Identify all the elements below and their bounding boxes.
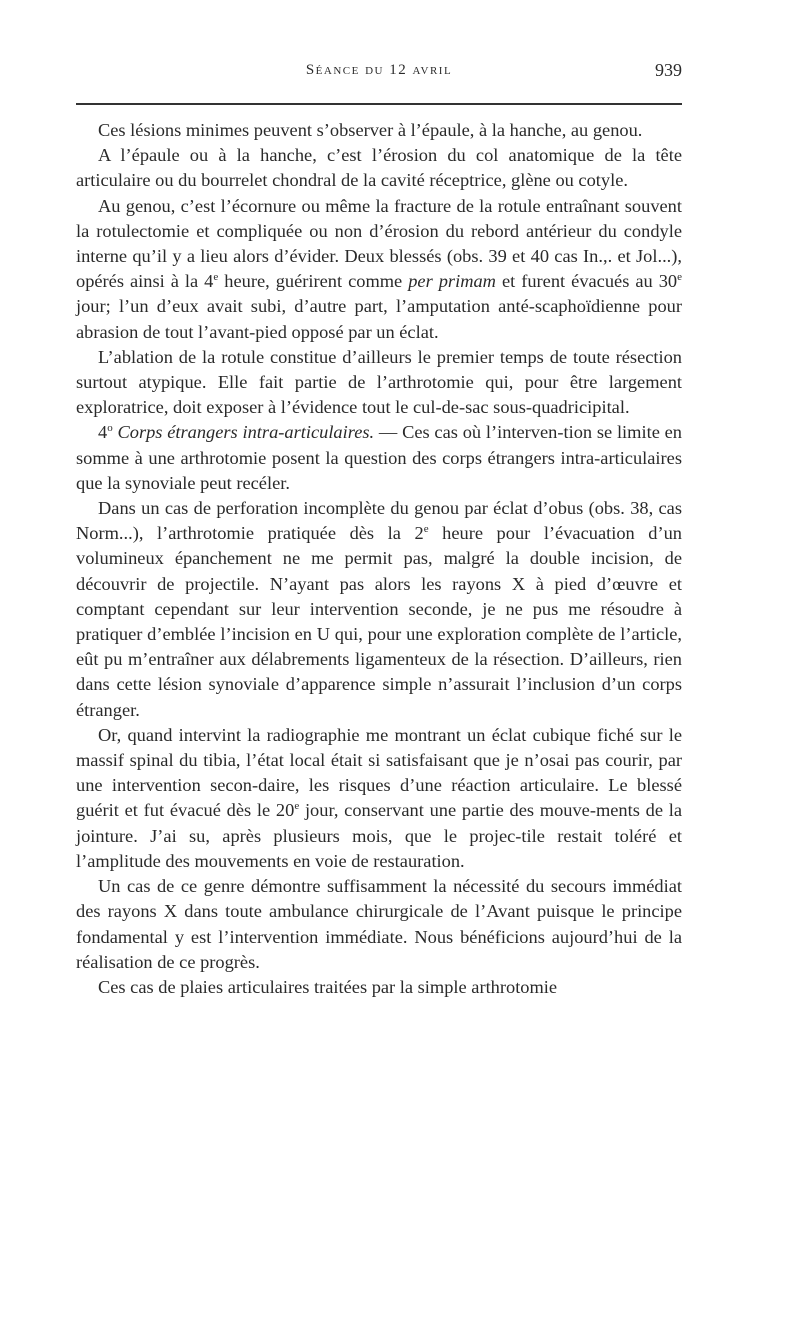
- paragraph: Un cas de ce genre démontre suffisamment la nécessité du secours immédiat des rayons X dans toute ambulance chirurgicale de l’Avant puisque le principe fondamental y est l’intervention immédiate. Nous bénéficions aujourd’hui de la réalisation de ce progrès.: [76, 876, 682, 972]
- page-number: 939: [655, 60, 682, 80]
- header-rule: [76, 103, 682, 105]
- paragraph: L’ablation de la rotule constitue d’ailleurs le premier temps de toute résection surtout atypique. Elle fait partie de l’arthrotomie qui, pour être largement exploratrice, doit exposer à l’évidence tout le cul-de-sac sous-quadricipital.: [76, 346, 682, 418]
- body-text: [76, 118, 682, 1000]
- paragraph: Ces lésions minimes peuvent s’observer à l’épaule, à la hanche, au genou.: [98, 120, 643, 140]
- paragraph: Ces cas de plaies articulaires traitées par la simple arthrotomie: [98, 976, 558, 997]
- paragraph: Au genou, c’est l’écornure ou même la fracture de la rotule entraînant souvent la rotulectomie et compliquée ou non d’érosion du rebord antérieur du condyle interne qu’il y a lieu alors d’évider. Deux blessés (obs. 39 et 40 cas In.,. et Jol...), opérés ainsi à la 4e heure, guérirent comme per primam et furent évacués au 30e jour; l’un d’eux avait subi, d’autre part, l’amputation anté-scaphoïdienne pour abrasion de tout l’avant-pied opposé par un éclat.: [76, 195, 682, 342]
- paragraph: Dans un cas de perforation incomplète du genou par éclat d’obus (obs. 38, cas Norm...), l’arthrotomie pratiquée dès la 2e heure pour l’évacuation d’un volumineux épanchement ne me permit pas, malgré la double incision, de découvrir de projectile. N’ayant pas alors les rayons X à pied d’œuvre et comptant cependant sur leur intervention seconde, je ne pus me résoudre à pratiquer d’emblée l’incision en U qui, pour une exploration complète de l’article, eût pu m’entraîner aux délabrements ligamenteux de la résection. D’ailleurs, rien dans cette lésion synoviale d’apparence simple n’assurait l’inclusion d’un corps étranger.: [76, 498, 682, 720]
- paragraph: A l’épaule ou à la hanche, c’est l’érosion du col anatomique de la tête articulaire ou du bourrelet chondral de la cavité réceptrice, glène ou cotyle.: [76, 145, 682, 191]
- section-title: Corps étrangers intra-articulaires.: [112, 422, 375, 443]
- paragraph-section-heading: 4$^o$ Corps étrangers intra-articulaires. — Ces cas où l’interven-tion se limite en somme à une arthrotomie posent la question des corps étrangers intra-articulaires que la synoviale peut recéler.: [76, 422, 682, 493]
- running-header: [76, 58, 682, 88]
- running-title: Séance du 12 avril: [305, 62, 453, 78]
- paragraph: Or, quand intervint la radiographie me montrant un éclat cubique fiché sur le massif spinal du tibia, l’état local était si satisfaisant que je n’osai pas courir, par une intervention secon-daire, les risques d’une réaction articulaire. Le blessé guérit et fut évacué dès le 20e jour, conservant une partie des mouve-ments de la jointure. J’ai su, après plusieurs mois, que le projec-tile restait toléré et l’amplitude des mouvements en voie de restauration.: [76, 724, 682, 871]
